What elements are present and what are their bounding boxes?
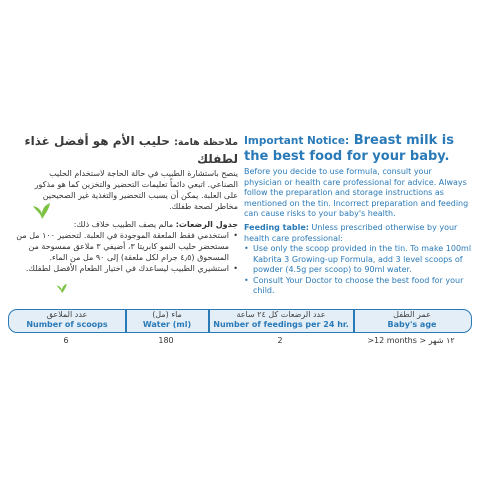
arabic-feeding-intro: مالم يصف الطبيب خلاف ذلك: <box>73 220 174 229</box>
cell-age-en: >12 months <box>367 336 417 345</box>
english-notice-text: Breast milk is the best food for your baby. <box>244 133 454 164</box>
list-item: • استشيري الطبيب ليساعدك في اختيار الطعام الأفضل لطفلك. <box>8 263 238 274</box>
column-header-water: ماء (مل) Water (ml) <box>142 310 192 329</box>
english-feeding-intro: Unless prescribed otherwise by your health care professional: <box>244 223 458 243</box>
list-item: • استخدمي فقط الملعقة الموجودة في العلبة. لتحضير ١٠٠ مل من مستحضر حليب النمو كابريتا ٣، أضيفي ٣ ملاعق ممسوحة من المسحوق (٤٫٥ جرام لكل ملعقة) إلى ٩٠ مل من الماء. <box>8 230 238 263</box>
cell-feedings: 2 <box>277 336 283 345</box>
english-notice <box>244 133 472 165</box>
column-header-scoops: عدد الملاعق Number of scoops <box>26 310 108 329</box>
arabic-intro: ينصح باستشارة الطبيب في حالة الحاجة لاستخدام الحليب الصناعي. اتبعي دائماً تعليمات التحضير والتخزين كما هو مذكور على العلبة. يمكن أن يسبب التحضير والتغذية غير الصحيحين مخاطر لصحة طفلك. <box>34 169 238 211</box>
cell-water: 180 <box>158 336 174 345</box>
english-intro: Before you decide to use formula, consult your physician or health care professional for advice. Always follow the preparation and storage instructions as mentioned on the tin. Incorrect preparation and feeding can cause risks to your baby's health. <box>244 167 469 218</box>
leaf-icon <box>32 202 52 220</box>
english-feeding-section <box>244 223 472 297</box>
cell-scoops: 6 <box>63 336 69 345</box>
english-notice-label: Important Notice: <box>244 135 350 147</box>
leaf-icon <box>56 283 68 294</box>
arabic-feeding-heading <box>8 219 238 230</box>
arabic-feeding-section <box>8 219 238 274</box>
cell-age <box>353 336 469 345</box>
english-feeding-heading <box>244 223 472 244</box>
column-header-age: عمر الطفل Baby's age <box>387 310 437 329</box>
english-bullet-list <box>244 244 472 297</box>
english-feeding-label: Feeding table: <box>244 223 309 232</box>
arabic-notice-label: ملاحظة هامة: <box>174 137 238 148</box>
arabic-notice <box>8 133 238 167</box>
arabic-bullet-list <box>8 230 238 274</box>
list-item: • Consult Your Doctor to choose the best food for your child. <box>244 276 472 297</box>
column-header-feedings: عدد الرضعات كل ٢٤ ساعة Number of feedings per 24 hr. <box>213 310 349 329</box>
arabic-feeding-label: جدول الرضعات: <box>175 220 238 229</box>
cell-age-ar: > ١٢ شهر <box>419 336 455 345</box>
list-item: • Use only the scoop provided in the tin. To make 100ml Kabrita 3 Growing-up Formula, add 3 level scoops of powder (4.5g per scoop) to 90ml water. <box>244 244 472 276</box>
table-row <box>8 333 472 349</box>
feeding-table <box>8 309 472 349</box>
arabic-notice-text: حليب الأم هو أفضل غذاء لطفلك <box>24 134 238 166</box>
table-header <box>8 309 472 333</box>
